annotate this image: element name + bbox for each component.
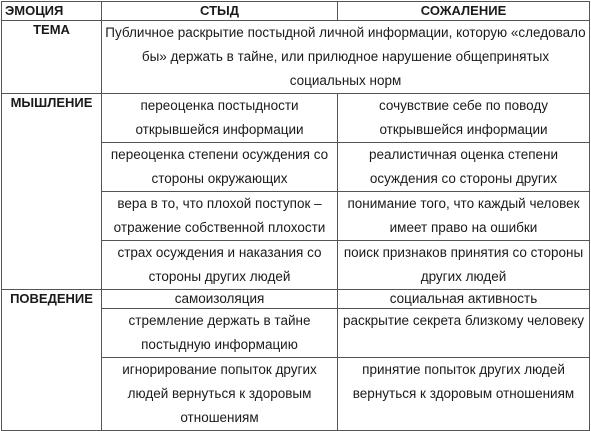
thinking-regret-cell: поиск признаков принятия со стороны других людей bbox=[338, 241, 590, 290]
thinking-regret-cell: понимание того, что каждый человек имеет право на ошибки bbox=[338, 192, 590, 241]
behavior-shame-cell: стремление держать в тайне постыдную информацию bbox=[102, 309, 338, 358]
theme-row bbox=[2, 21, 590, 94]
header-regret: СОЖАЛЕНИЕ bbox=[338, 2, 590, 21]
header-row bbox=[2, 2, 590, 21]
thinking-shame-cell: переоценка постыдности открывшейся информации bbox=[102, 94, 338, 143]
behavior-regret-cell: раскрытие секрета близкому человеку bbox=[338, 309, 590, 358]
behavior-regret-cell: принятие попыток других людей вернуться к здоровым отношениям bbox=[338, 358, 590, 431]
behavior-shame-cell: игнорирование попыток других людей вернуться к здоровым отношениям bbox=[102, 358, 338, 431]
table-row bbox=[2, 290, 590, 309]
thinking-regret-cell: реалистичная оценка степени осуждения со стороны других bbox=[338, 143, 590, 192]
emotion-comparison-table bbox=[1, 1, 590, 431]
behavior-shame-cell: самоизоляция bbox=[102, 290, 338, 309]
theme-label: ТЕМА bbox=[2, 21, 102, 94]
theme-text: Публичное раскрытие постыдной личной информации, которую «следовало бы» держать в тайне, или прилюдное нарушение общепринятых социальных норм bbox=[102, 21, 590, 94]
thinking-shame-cell: вера в то, что плохой поступок – отражение собственной плохости bbox=[102, 192, 338, 241]
thinking-regret-cell: сочувствие себе по поводу открывшейся информации bbox=[338, 94, 590, 143]
thinking-label: МЫШЛЕНИЕ bbox=[2, 94, 102, 290]
thinking-shame-cell: переоценка степени осуждения со стороны окружающих bbox=[102, 143, 338, 192]
table-row bbox=[2, 94, 590, 143]
behavior-label: ПОВЕДЕНИЕ bbox=[2, 290, 102, 431]
header-shame: СТЫД bbox=[102, 2, 338, 21]
header-emotion: ЭМОЦИЯ bbox=[2, 2, 102, 21]
thinking-shame-cell: страх осуждения и наказания со стороны других людей bbox=[102, 241, 338, 290]
behavior-regret-cell: социальная активность bbox=[338, 290, 590, 309]
